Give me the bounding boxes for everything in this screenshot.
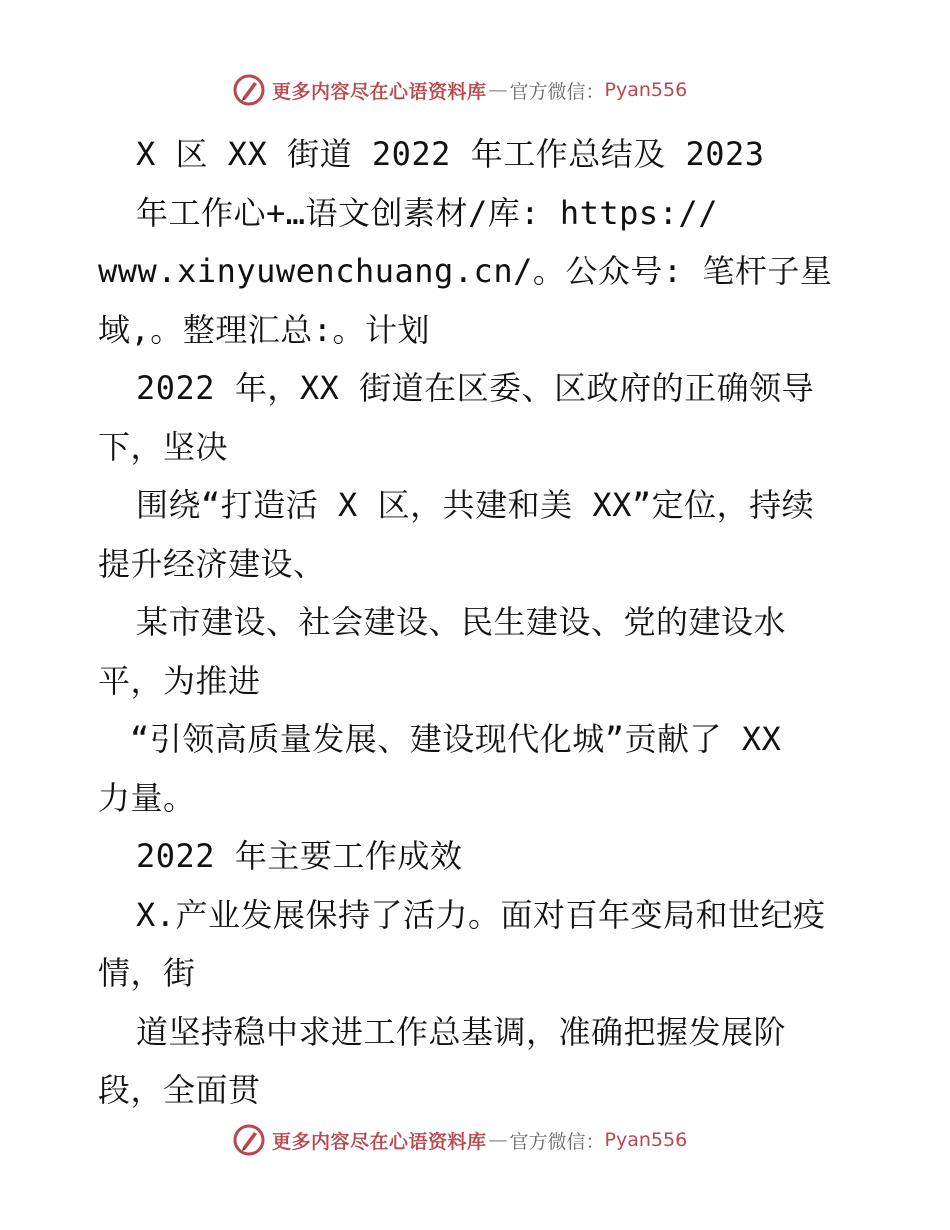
text-line: 力量。 bbox=[98, 778, 196, 817]
text-line: 2022 年主要工作成效 bbox=[136, 837, 463, 875]
text-line: 情，街 bbox=[98, 954, 196, 992]
text-line: 某市建设、社会建设、民生建设、党的建设水 bbox=[136, 603, 787, 641]
pen-logo-icon bbox=[232, 1123, 266, 1157]
text-line: 提升经济建设、 bbox=[98, 544, 326, 583]
banner-dash: — bbox=[488, 1129, 508, 1151]
text-line: 年工作心+…语文创素材/库: https:// bbox=[136, 193, 718, 232]
pen-logo-icon bbox=[232, 73, 266, 107]
document-body bbox=[98, 125, 868, 1120]
banner-wechat-id: Pyan556 bbox=[604, 79, 688, 101]
text-line: X 区 XX 街道 2022 年工作总结及 2023 bbox=[136, 135, 765, 173]
text-line: 域,。整理汇总:。计划 bbox=[98, 310, 431, 349]
text-line: “引领高质量发展、建设现代化城”贡献了 XX bbox=[130, 720, 782, 758]
header-banner[interactable] bbox=[232, 72, 732, 108]
banner-promo-text: 更多内容尽在心语资料库 bbox=[272, 80, 487, 103]
text-line: www.xinyuwenchuang.cn/。公众号: 笔杆子星 bbox=[98, 252, 833, 290]
banner-dash: — bbox=[488, 79, 508, 101]
text-line: 平，为推进 bbox=[98, 661, 261, 700]
footer-banner[interactable] bbox=[232, 1122, 732, 1158]
text-line: 围绕“打造活 X 区，共建和美 XX”定位，持续 bbox=[136, 486, 815, 524]
text-line: 2022 年，XX 街道在区委、区政府的正确领导 bbox=[136, 369, 815, 407]
banner-wechat-label: 官方微信： bbox=[509, 1130, 605, 1153]
text-line: 道坚持稳中求进工作总基调，准确把握发展阶 bbox=[136, 1012, 787, 1051]
banner-promo-text: 更多内容尽在心语资料库 bbox=[272, 1130, 487, 1153]
banner-wechat-id: Pyan556 bbox=[604, 1129, 688, 1151]
banner-wechat-label: 官方微信： bbox=[509, 80, 605, 103]
text-line: 段，全面贯 bbox=[98, 1071, 261, 1109]
text-line: X.产业发展保持了活力。面对百年变局和世纪疫 bbox=[136, 895, 826, 934]
text-line: 下，坚决 bbox=[98, 427, 229, 466]
